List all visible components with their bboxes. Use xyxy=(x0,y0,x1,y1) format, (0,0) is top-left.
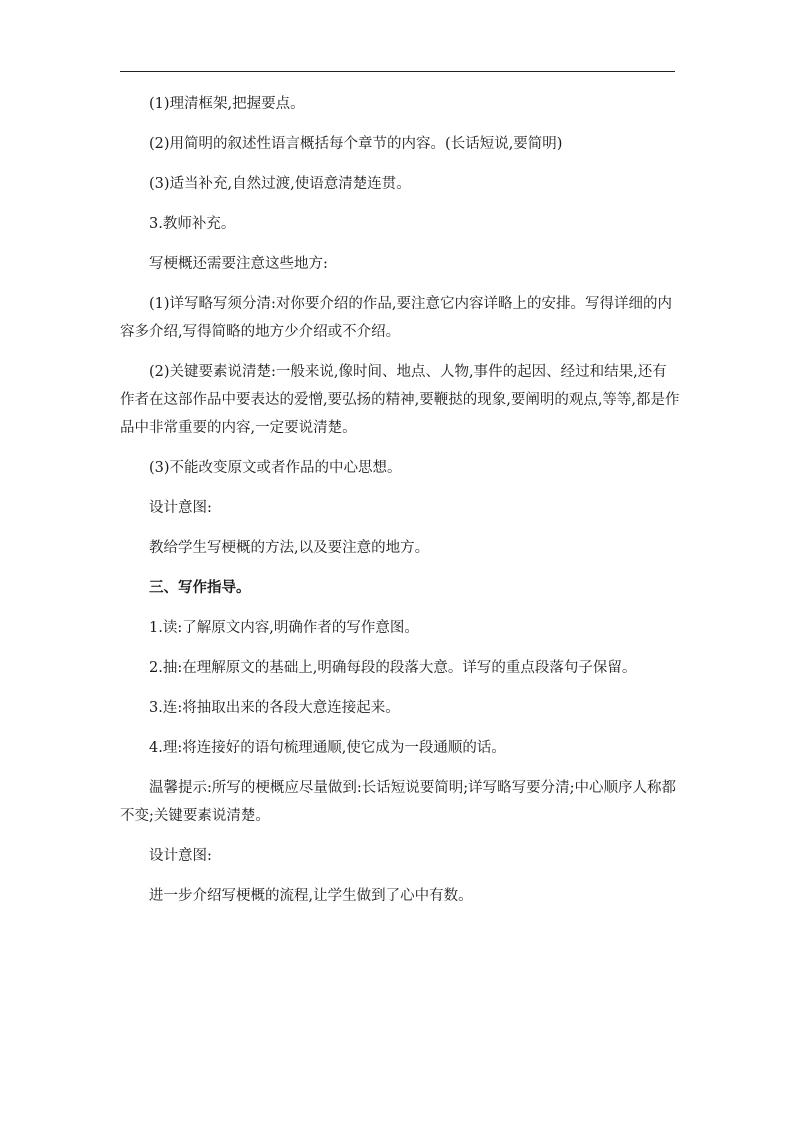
paragraph: 2.抽:在理解原文的基础上,明确每段的段落大意。详写的重点段落句子保留。 xyxy=(149,660,637,676)
paragraph: (2)用简明的叙述性语言概括每个章节的内容。(长话短说,要简明) xyxy=(149,136,563,152)
design-intent-label: 设计意图: xyxy=(149,848,212,864)
paragraph: (1)理清框架,把握要点。 xyxy=(149,96,305,112)
paragraph: 3.连:将抽取出来的各段大意连接起来。 xyxy=(149,700,400,716)
paragraph: 3.教师补充。 xyxy=(149,216,236,232)
design-intent-label: 设计意图: xyxy=(149,500,212,516)
paragraph: 1.读:了解原文内容,明确作者的写作意图。 xyxy=(149,620,419,636)
paragraph: 教给学生写梗概的方法,以及要注意的地方。 xyxy=(149,540,430,556)
paragraph: 写梗概还需要注意这些地方: xyxy=(149,256,328,272)
header-rule xyxy=(120,71,675,72)
document-body xyxy=(120,90,680,922)
paragraph: (1)详写略写须分清:对你要介绍的作品,要注意它内容详略上的安排。写得详细的内容多介绍,写得简略的地方少介绍或不介绍。 xyxy=(120,296,673,340)
paragraph: 4.理:将连接好的语句梳理通顺,使它成为一段通顺的话。 xyxy=(149,740,506,756)
paragraph: (2)关键要素说清楚:一般来说,像时间、地点、人物,事件的起因、经过和结果,还有作者在这部作品中要表达的爱憎,要弘扬的精神,要鞭挞的现象,要阐明的观点,等等,都是作品中非常重要的内容,一定要说清楚。 xyxy=(120,364,680,436)
paragraph: (3)适当补充,自然过渡,使语意清楚连贯。 xyxy=(149,176,411,192)
section-heading: 三、写作指导。 xyxy=(149,580,251,596)
paragraph: 进一步介绍写梗概的流程,让学生做到了心中有数。 xyxy=(149,888,473,904)
paragraph: (3)不能改变原文或者作品的中心思想。 xyxy=(149,460,402,476)
tip-paragraph: 温馨提示:所写的梗概应尽量做到:长话短说要简明;详写略写要分清;中心顺序人称都不变;关键要素说清楚。 xyxy=(120,780,677,824)
